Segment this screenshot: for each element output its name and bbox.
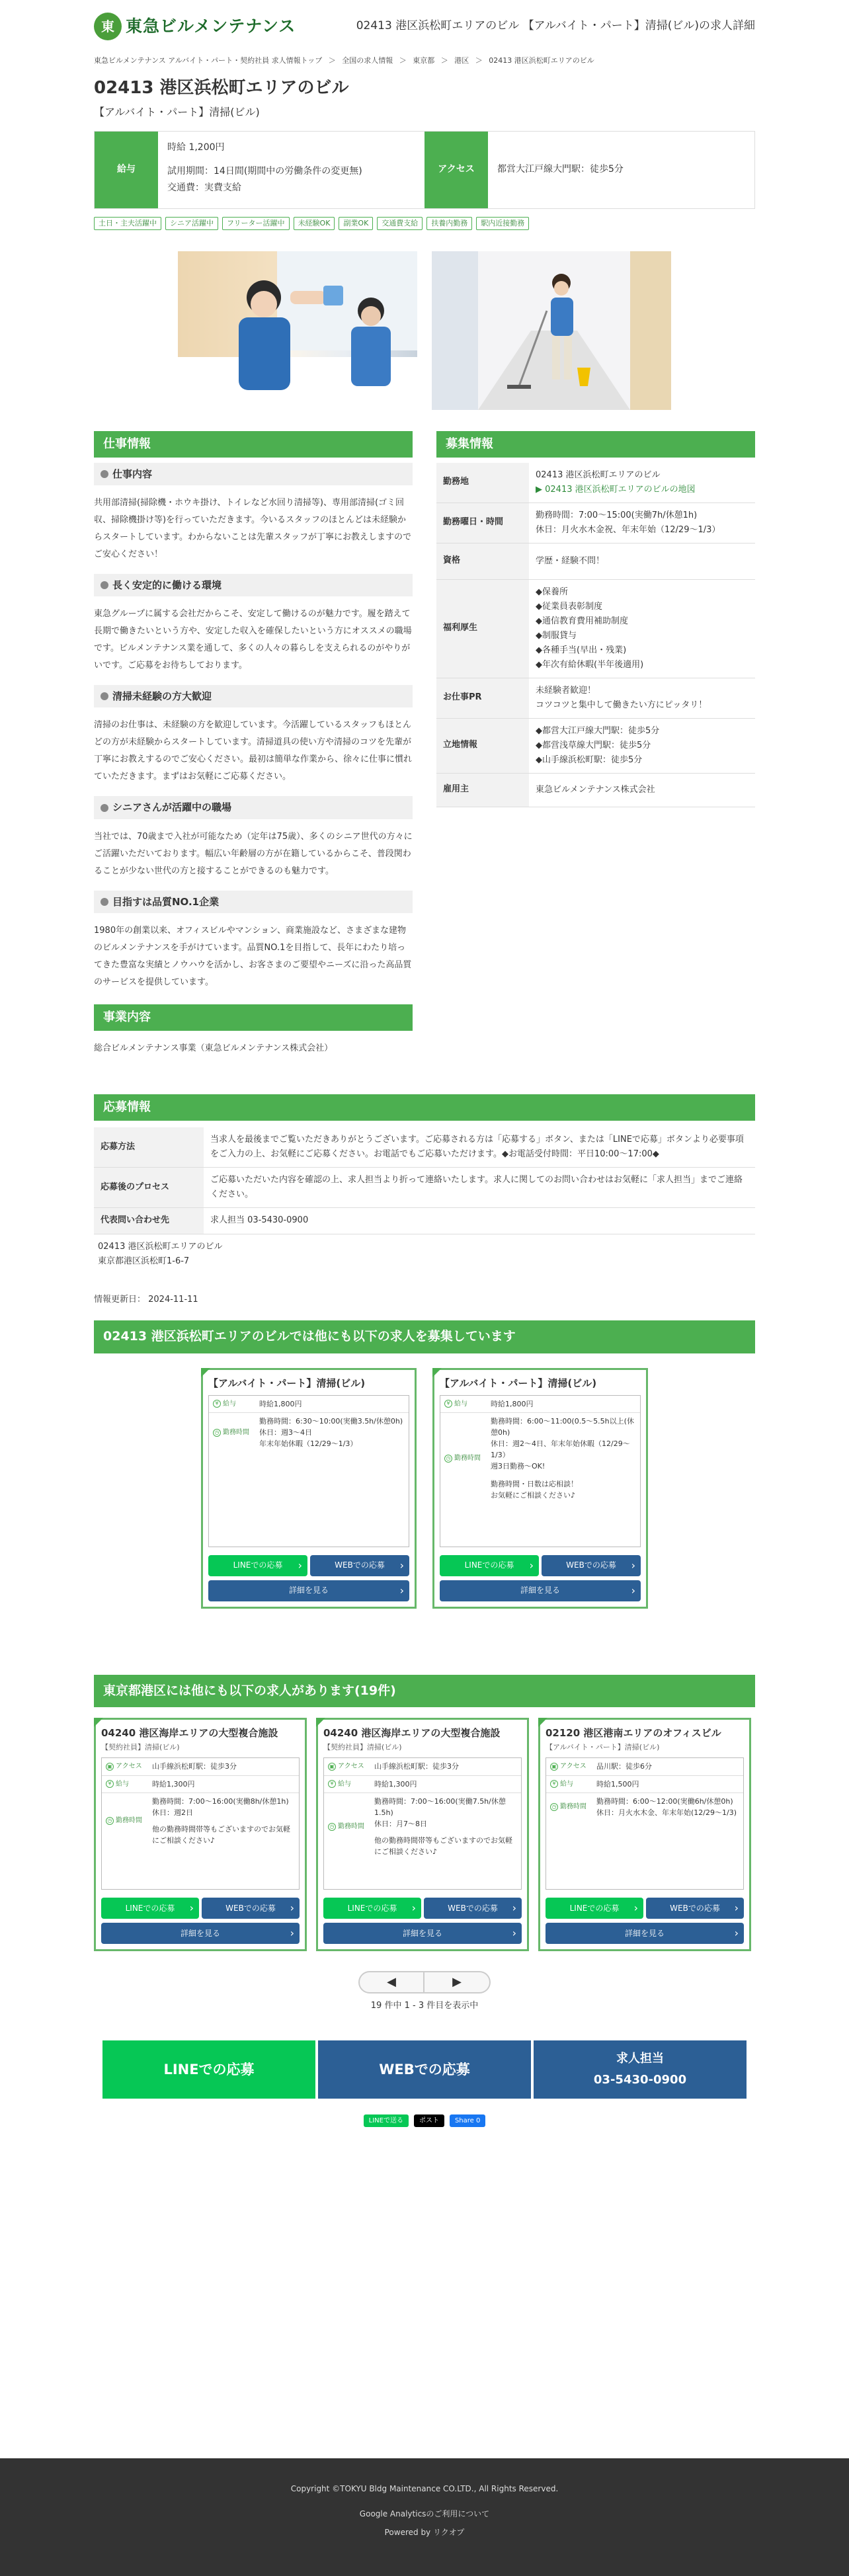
- card-text: 勤務時間：7:00〜16:00(実働7.5h/休憩1.5h): [374, 1797, 506, 1818]
- card-value: 時給1,800円: [491, 1399, 534, 1408]
- row-value: [529, 543, 755, 579]
- card-subtitle: 【アルバイト・パート】清掃(ビル): [546, 1742, 660, 1751]
- section-heading: 02413 港区浜松町エリアのビルでは他にも以下の求人を募集しています: [94, 1320, 755, 1353]
- paragraph: 東急グループに属する会社だからこそ、安定して働けるのが魅力です。履を踏えて長期で働きたいという方や、安定した収入を確保したいという方にオススメの職場です。ビルメンテナンス業を通して、多くの人々の暮らしを支えられるのがやりがいです。ご応募をお待ちしております。: [94, 609, 412, 671]
- recruit-table: [436, 463, 755, 807]
- breadcrumb-item[interactable]: 東急ビルメンテナンス アルバイト・パート・契約社員 求人情報トップ: [94, 56, 323, 65]
- map-link[interactable]: ▶ 02413 港区浜松町エリアのビルの地図: [536, 484, 696, 495]
- row-value: 求人担当 03-5430-0900: [204, 1207, 755, 1234]
- job-card: [538, 1718, 751, 1951]
- address-line: 02413 港区浜松町エリアのビル: [98, 1241, 223, 1252]
- card-title[interactable]: 04240 港区海岸エリアの大型複合施設: [101, 1726, 278, 1739]
- web-apply-button[interactable]: WEBでの応募 ›: [424, 1898, 522, 1919]
- card-row: [546, 1776, 743, 1794]
- card-value: [255, 1413, 409, 1452]
- row-label: 福利厚生: [436, 579, 529, 678]
- sub-heading-text: 清掃未経験の方大歓迎: [112, 690, 212, 703]
- card-subtitle: 【契約社員】清掃(ビル): [101, 1742, 180, 1751]
- detail-button[interactable]: 詳細を見る ›: [208, 1580, 409, 1601]
- card-value: 時給1,300円: [374, 1779, 417, 1789]
- sub-heading: [94, 796, 413, 819]
- bullet-icon: [101, 898, 108, 906]
- card-key: [102, 1793, 148, 1849]
- card-key: [209, 1396, 255, 1413]
- pagination: [94, 1971, 755, 1993]
- card-key-text: アクセス: [116, 1763, 142, 1771]
- row-value: ご応募いただいた内容を確認の上、求人担当より折って連絡いたします。求人に関してのお問い合わせはお気軽に「求人担当」までご連絡ください。: [204, 1167, 755, 1207]
- table-row: [94, 1207, 755, 1234]
- breadcrumb-separator: ＞: [328, 56, 336, 65]
- clock-icon: ◷: [213, 1429, 221, 1437]
- section-heading: 仕事情報: [94, 431, 413, 458]
- clock-icon: ◷: [328, 1823, 336, 1831]
- card-key-text: アクセス: [338, 1763, 364, 1771]
- table-row: [94, 1167, 755, 1207]
- card-value: 時給1,500円: [596, 1779, 639, 1789]
- row-value: [529, 718, 755, 773]
- card-text: 勤務時間・日数は応相談！: [491, 1480, 578, 1489]
- corner-ribbon-icon: [538, 1718, 547, 1727]
- logo-text: 東急ビルメンテナンス: [126, 17, 296, 36]
- summary-box: [94, 131, 755, 209]
- address-line: 東京都港区浜松町1-6-7: [98, 1256, 190, 1266]
- card-row: [546, 1758, 743, 1776]
- corner-ribbon-icon: [94, 1718, 103, 1727]
- row-text: ◆山手線浜松町駅：徒歩5分: [536, 754, 643, 765]
- breadcrumb-item[interactable]: 東京都: [413, 56, 435, 65]
- tag: 土日・主夫活躍中: [94, 217, 161, 230]
- card-key-text: 勤務時間: [338, 1822, 364, 1830]
- card-subtitle: 【契約社員】清掃(ビル): [323, 1742, 402, 1751]
- card-row: [102, 1758, 299, 1776]
- breadcrumb-separator: ＞: [399, 56, 407, 65]
- section-heading: 事業内容: [94, 1004, 413, 1031]
- logo-mark-icon: 東: [94, 13, 122, 40]
- card-text: 勤務時間：6:30〜10:00(実働3.5h/休憩0h): [259, 1417, 403, 1426]
- corner-ribbon-icon: [201, 1368, 210, 1377]
- card-text: 休日：月火水木金、年末年始(12/29〜1/3): [596, 1808, 737, 1818]
- card-key-text: 給与: [223, 1400, 236, 1408]
- section-heading: 募集情報: [436, 431, 755, 458]
- card-key-text: 勤務時間: [223, 1428, 249, 1436]
- sub-heading: [94, 574, 413, 596]
- tel-number: 03-5430-0900: [593, 2072, 687, 2087]
- access-label: アクセス: [425, 132, 488, 208]
- card-key: [324, 1776, 370, 1793]
- bullet-icon: [101, 470, 108, 478]
- line-apply-button[interactable]: LINEでの応募 ›: [546, 1898, 643, 1919]
- detail-button[interactable]: 詳細を見る ›: [101, 1923, 300, 1944]
- analytics-link[interactable]: Google Analyticsのご利用について: [359, 2509, 490, 2518]
- bottom-web-apply-button[interactable]: WEBでの応募: [318, 2040, 531, 2099]
- job-card: [201, 1368, 417, 1609]
- access-value: 都営大江戸線大門駅：徒歩5分: [497, 164, 624, 175]
- detail-button[interactable]: 詳細を見る ›: [323, 1923, 522, 1944]
- photo-illustration: [432, 251, 671, 410]
- card-key: [102, 1776, 148, 1793]
- card-title[interactable]: 【アルバイト・パート】清掃(ビル): [440, 1377, 597, 1389]
- breadcrumb-item[interactable]: 港区: [454, 56, 469, 65]
- card-key-text: 給与: [454, 1400, 467, 1408]
- card-key: [324, 1793, 370, 1860]
- pay-value: [158, 132, 425, 208]
- card-button-row: [101, 1898, 300, 1919]
- tag: フリーター活躍中: [222, 217, 290, 230]
- card-value: 山手線浜松町駅：徒歩3分: [152, 1762, 237, 1771]
- card-text: 週3日勤務〜OK!: [491, 1462, 546, 1471]
- row-value: [529, 773, 755, 807]
- table-row: [436, 503, 755, 543]
- facebook-share-button[interactable]: Share 0: [450, 2114, 485, 2128]
- row-text: ◆通信教育費用補助制度: [536, 616, 628, 626]
- paragraph: 当社では、70歳まで入社が可能なため（定年は75歳）、多くのシニア世代の方々にご活躍いただいております。幅広い年齢層の方が在籍しているからこそ、普段関わることが少ない世代の方と接することができるのも魅力です。: [94, 831, 413, 876]
- card-row: [440, 1396, 640, 1414]
- table-row: [436, 579, 755, 678]
- card-key: [324, 1758, 370, 1775]
- section-heading: 東京都港区には他にも以下の求人があります(19件): [94, 1675, 755, 1707]
- header-title: 02413 港区浜松町エリアのビル 【アルバイト・パート】清掃(ビル)の求人詳細: [356, 19, 755, 33]
- card-row: [546, 1793, 743, 1821]
- card-text: お気軽にご相談ください♪: [491, 1491, 576, 1500]
- yen-icon: ¥: [106, 1780, 114, 1788]
- card-row: [209, 1413, 409, 1452]
- bullet-icon: [101, 804, 108, 812]
- row-label: 応募後のプロセス: [94, 1167, 204, 1207]
- sub-heading-text: 長く安定的に働ける環境: [112, 579, 222, 591]
- bullet-icon: [101, 581, 108, 589]
- row-label: お仕事PR: [436, 678, 529, 718]
- logo[interactable]: [94, 12, 296, 41]
- tag: シニア活躍中: [165, 217, 218, 230]
- sub-heading: [94, 463, 413, 485]
- row-label: 立地情報: [436, 718, 529, 773]
- row-text: 休日：月火水木金祝、年末年始（12/29〜1/3）: [536, 524, 721, 535]
- table-row: [94, 1127, 755, 1168]
- card-text: 他の勤務時間帯等もございますのでお気軽にご相談ください♪: [374, 1836, 512, 1857]
- card-value: [148, 1793, 299, 1849]
- row-text: ◆従業員表彰制度: [536, 601, 602, 612]
- job-photo-floor-cleaning: [432, 251, 671, 410]
- footer: [0, 2458, 849, 2576]
- clock-icon: ◷: [106, 1817, 114, 1825]
- yen-icon: ¥: [213, 1400, 221, 1408]
- tag-list: [94, 217, 755, 230]
- x-post-button[interactable]: ポスト: [414, 2114, 444, 2128]
- train-icon: ▣: [328, 1763, 336, 1771]
- row-label: 応募方法: [94, 1127, 204, 1168]
- tag: 駅内近接勤務: [476, 217, 529, 230]
- updated-date: 情報更新日： 2024-11-11: [94, 1294, 198, 1305]
- copyright: Copyright ©TOKYU Bldg Maintenance CO.LTD., All Rights Reserved.: [290, 2484, 559, 2493]
- line-apply-button[interactable]: LINEでの応募 ›: [101, 1898, 199, 1919]
- powered-by: Powered by リクオプ: [384, 2528, 465, 2537]
- recruit-info-column: [436, 431, 755, 1068]
- web-apply-button[interactable]: WEBでの応募 ›: [202, 1898, 300, 1919]
- pay-line: 試用期間：14日間(期間中の労働条件の変更無): [167, 166, 362, 177]
- card-key: [546, 1758, 592, 1775]
- tel-label: 求人担当: [616, 2052, 664, 2066]
- clock-icon: ◷: [550, 1803, 558, 1811]
- row-label: 資格: [436, 543, 529, 579]
- card-button-row: [546, 1898, 744, 1919]
- line-share-button[interactable]: LINEで送る: [364, 2114, 409, 2128]
- row-label: 代表問い合わせ先: [94, 1207, 204, 1234]
- breadcrumb-current: 02413 港区浜松町エリアのビル: [489, 56, 594, 65]
- page-title: 02413 港区浜松町エリアのビル: [94, 78, 349, 99]
- card-key-text: 給与: [116, 1780, 129, 1788]
- card-title[interactable]: 02120 港区港南エリアのオフィスビル: [546, 1726, 721, 1739]
- row-text: ◆各種手当(早出・残業): [536, 645, 627, 655]
- card-row: [324, 1776, 521, 1794]
- row-text: 東急ビルメンテナンス株式会社: [536, 784, 655, 795]
- tag: 未経験OK: [294, 217, 335, 230]
- card-text: 勤務時間：7:00〜16:00(実働8h/休憩1h): [152, 1797, 289, 1806]
- card-value: [370, 1793, 521, 1860]
- row-value: [529, 503, 755, 543]
- card-key: [440, 1396, 487, 1413]
- share-buttons: [94, 2114, 755, 2128]
- corner-ribbon-icon: [432, 1368, 442, 1377]
- page-subtitle: 【アルバイト・パート】清掃(ビル): [94, 105, 260, 118]
- card-text: 勤務時間：6:00〜11:00(0.5〜5.5h以上(休憩0h): [491, 1417, 634, 1437]
- card-key-text: 勤務時間: [560, 1803, 586, 1811]
- detail-button[interactable]: 詳細を見る ›: [440, 1580, 641, 1601]
- address-block: [94, 1240, 755, 1269]
- row-value: [529, 463, 755, 503]
- card-value: [487, 1413, 640, 1504]
- table-row: [436, 543, 755, 579]
- card-value: 時給1,800円: [259, 1399, 302, 1408]
- line-apply-button[interactable]: LINEでの応募 ›: [208, 1555, 307, 1576]
- line-apply-button[interactable]: LINEでの応募 ›: [440, 1555, 539, 1576]
- job-card: [432, 1368, 648, 1609]
- train-icon: ▣: [550, 1763, 558, 1771]
- yen-icon: ¥: [444, 1400, 452, 1408]
- card-text: 休日：月7〜8日: [374, 1820, 427, 1829]
- section-heading: 応募情報: [94, 1094, 755, 1121]
- card-details: [208, 1395, 409, 1547]
- row-text: コツコツと集中して働きたい方にピッタリ！: [536, 700, 708, 710]
- row-text: 学歴・経験不問！: [536, 555, 605, 566]
- table-row: [436, 718, 755, 773]
- card-details: [101, 1757, 300, 1890]
- card-key-text: 勤務時間: [116, 1817, 142, 1825]
- card-details: [440, 1395, 641, 1547]
- web-apply-button[interactable]: WEBでの応募 ›: [310, 1555, 409, 1576]
- job-card: [94, 1718, 307, 1951]
- card-key-text: アクセス: [560, 1763, 586, 1771]
- card-key-text: 勤務時間: [454, 1454, 481, 1462]
- job-info-column: [94, 431, 413, 1068]
- breadcrumb: [94, 54, 755, 67]
- card-key-text: 給与: [338, 1780, 351, 1788]
- row-text: ◆年次有給休暇(半年後適用): [536, 659, 644, 670]
- row-label: 雇用主: [436, 773, 529, 807]
- detail-button[interactable]: 詳細を見る ›: [546, 1923, 744, 1944]
- photo-gallery: [94, 251, 755, 410]
- row-label: 勤務地: [436, 463, 529, 503]
- card-button-row: [440, 1555, 641, 1576]
- row-text: 未経験者歓迎！: [536, 685, 596, 696]
- pay-label: 給与: [95, 132, 158, 208]
- card-text: 休日：週2〜4日、年末年始休暇（12/29〜1/3）: [491, 1439, 630, 1460]
- site-header: [94, 0, 755, 53]
- prev-page-button[interactable]: ◀: [358, 1971, 425, 1993]
- tag: 扶養内勤務: [426, 217, 472, 230]
- card-value: 時給1,300円: [152, 1779, 195, 1789]
- table-row: [436, 773, 755, 807]
- pay-line: 時給 1,200円: [167, 141, 225, 153]
- row-text: ◆制服貸与: [536, 630, 577, 641]
- clock-icon: ◷: [444, 1455, 452, 1463]
- corner-ribbon-icon: [316, 1718, 325, 1727]
- card-row: [324, 1758, 521, 1776]
- sub-heading-text: 目指すは品質NO.1企業: [112, 895, 220, 908]
- photo-illustration: [178, 251, 417, 410]
- result-count: 19 件中 1 - 3 件目を表示中: [370, 2001, 479, 2011]
- paragraph: 清掃のお仕事は、未経験の方を歓迎しています。今活躍しているスタッフもほとんどの方が未経験からスタートしています。清掃道具の使い方や清掃のコツを先輩が丁寧にお教えするのでご安心ください。最初は簡単な作業から、徐々に仕事に慣れていただきます。まずはお気軽にご応募ください。: [94, 720, 413, 782]
- line-apply-button[interactable]: LINEでの応募 ›: [323, 1898, 421, 1919]
- card-value: 山手線浜松町駅：徒歩3分: [374, 1762, 459, 1771]
- sub-heading: [94, 891, 413, 913]
- table-row: [436, 678, 755, 718]
- row-text: ◆都営浅草線大門駅：徒歩5分: [536, 740, 651, 750]
- card-value: 品川駅：徒歩6分: [596, 1762, 652, 1771]
- card-title[interactable]: 04240 港区海岸エリアの大型複合施設: [323, 1726, 501, 1739]
- card-value: [592, 1793, 743, 1821]
- bottom-tel-button[interactable]: [534, 2040, 747, 2099]
- tag: 交通費支給: [377, 217, 423, 230]
- paragraph: 共用部清掃(掃除機・ホウキ掛け、トイレなど水回り清掃等)、専用部清掃(ゴミ回収、掃除機掛け等)を行っていただきます。今いるスタッフのほとんどは未経験からスタートしています。わからないことは先輩スタッフが丁寧にお教えしますのでご安心ください！: [94, 497, 411, 559]
- row-value: [529, 678, 755, 718]
- card-details: [323, 1757, 522, 1890]
- card-key-text: 給与: [560, 1780, 573, 1788]
- card-key: [440, 1413, 487, 1504]
- row-text: 02413 港区浜松町エリアのビル: [536, 469, 661, 480]
- paragraph: 1980年の創業以来、オフィスビルやマンション、商業施設など、さまざまな建物のビルメンテナンスを手がけています。品質NO.1を目指して、長年にわたり培ってきた豊富な実績とノウハウを活かし、お客さまのご要望やニーズに沿った高品質のサービスを提供しています。: [94, 925, 412, 987]
- sub-heading: [94, 685, 413, 707]
- area-job-list: [94, 1718, 755, 1951]
- paragraph: 総合ビルメンテナンス事業（東急ビルメンテナンス株式会社）: [94, 1043, 333, 1053]
- card-title[interactable]: 【アルバイト・パート】清掃(ビル): [208, 1377, 366, 1389]
- pay-line: 交通費：実費支給: [167, 182, 241, 193]
- card-row: [102, 1776, 299, 1794]
- same-site-job-list: [94, 1368, 755, 1609]
- job-card: [316, 1718, 529, 1951]
- card-text: 休日：週2日: [152, 1808, 193, 1818]
- web-apply-button[interactable]: WEBでの応募 ›: [646, 1898, 744, 1919]
- row-text: ◆都営大江戸線大門駅：徒歩5分: [536, 725, 660, 736]
- row-text: 勤務時間：7:00〜15:00(実働7h/休憩1h): [536, 510, 698, 520]
- card-button-row: [208, 1555, 409, 1576]
- next-page-button[interactable]: ▶: [425, 1971, 491, 1993]
- card-key: [209, 1413, 255, 1452]
- card-details: [546, 1757, 744, 1890]
- row-value: [529, 579, 755, 678]
- card-text: 他の勤務時間帯等もございますのでお気軽にご相談ください♪: [152, 1825, 290, 1845]
- card-text: 休日：週3〜4日: [259, 1428, 312, 1437]
- breadcrumb-separator: ＞: [475, 56, 483, 65]
- card-row: [324, 1793, 521, 1860]
- train-icon: ▣: [106, 1763, 114, 1771]
- card-button-row: [323, 1898, 522, 1919]
- sub-heading-text: 仕事内容: [112, 467, 153, 480]
- card-text: 勤務時間：6:00〜12:00(実働6h/休憩0h): [596, 1797, 733, 1806]
- web-apply-button[interactable]: WEBでの応募 ›: [542, 1555, 641, 1576]
- row-value: 当求人を最後までご覧いただきありがとうございます。ご応募される方は「応募する」ボタン、または「LINEで応募」ボタンより必要事項をご入力の上、お気軽にご応募ください。お電話でもご応募いただけます。◆お電話受付時間：平日10:00〜17:00◆: [204, 1127, 755, 1168]
- tag: 副業OK: [339, 217, 373, 230]
- card-text: 年末年始休暇（12/29〜1/3）: [259, 1439, 358, 1449]
- card-row: [209, 1396, 409, 1414]
- bullet-icon: [101, 692, 108, 700]
- row-label: 勤務曜日・時間: [436, 503, 529, 543]
- bottom-cta-bar: [102, 2040, 747, 2099]
- bottom-line-apply-button[interactable]: LINEでの応募: [102, 2040, 315, 2099]
- apply-table: [94, 1127, 755, 1234]
- table-row: [436, 463, 755, 503]
- yen-icon: ¥: [550, 1780, 558, 1788]
- breadcrumb-item[interactable]: 全国の求人情報: [342, 56, 393, 65]
- card-row: [102, 1793, 299, 1849]
- breadcrumb-separator: ＞: [440, 56, 448, 65]
- sub-heading-text: シニアさんが活躍中の職場: [112, 801, 232, 814]
- job-photo-window-cleaning: [178, 251, 417, 410]
- card-row: [440, 1413, 640, 1504]
- card-key: [102, 1758, 148, 1775]
- yen-icon: ¥: [328, 1780, 336, 1788]
- row-text: ◆保養所: [536, 586, 568, 597]
- card-key: [546, 1776, 592, 1793]
- card-key: [546, 1793, 592, 1821]
